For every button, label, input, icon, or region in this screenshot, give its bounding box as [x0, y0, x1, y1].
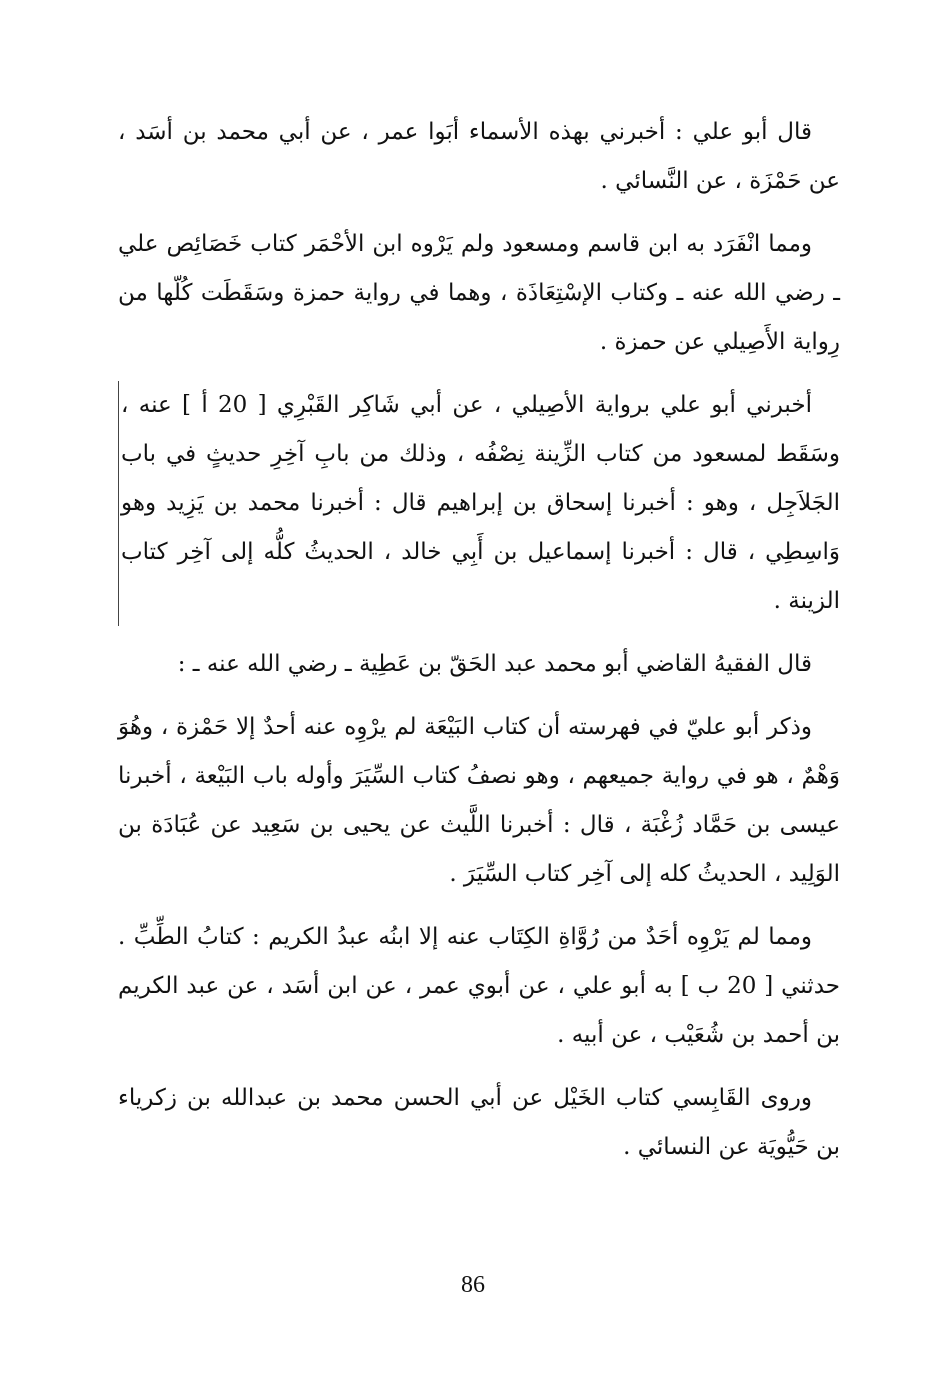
- paragraph-2: ومما انْفَرَد به ابن قاسم ومسعود ولم يَرْوه ابن الأحْمَر كتاب خَصَائِص علي ـ رضي الله عنه ـ وكتاب الإسْتِعَاذَة ، وهما في رواية حمزة وسَقَطَت كُلّها من رِواية الأَصِيلي عن حمزة .: [118, 231, 840, 355]
- paragraph-3: أخبرني أبو علي برواية الأصِيلي ، عن أبي شَاكِر القَبْرِي [ 20 أ ] عنه ، وسَقَط لمسعود من كتاب الزِّينة نِصْفُه ، وذلك من بابِ آخِرِ حديثٍ في باب الجَلاَجِل ، وهو : أخبرنا إسحاق بن إبراهيم قال : أخبرنا محمد بن يَزِيد وهو وَاسِطِي ، قال : أخبرنا إسماعيل بن أَبِي خالد ، الحديثُ كلُّه إلى آخِر كتاب الزينة .: [118, 381, 840, 626]
- paragraph-6: ومما لم يَرْوِه أحَدٌ من رُوَّاةِ الكِتَاب عنه إلا ابنُه عبدُ الكريم : كتابُ الطِّبِّ . حدثني [ 20 ب ] به أبو علي ، عن أبوي عمر ، عن ابن أسَد ، عن عبد الكريم بن أحمد بن شُعَيْب ، عن أبيه .: [118, 924, 840, 1048]
- paragraph-5: وذكر أبو عليّ في فهرسته أن كتاب البَيْعَة لم يرْوِه عنه أحدٌ إلا حَمْزة ، وهُوَ وَهْمٌ ، هو في رواية جميعهم ، وهو نصفُ كتاب السِّيَرَ وأوله باب البَيْعة ، أخبرنا عيسى بن حَمَّاد زُغْبَة ، قال : أخبرنا اللَّيث عن يحيى بن سَعِيد عن عُبَادَة بن الوَلِيد ، الحديثُ كله إلى آخِر كتاب السِّيَرَ .: [118, 714, 840, 887]
- page-text: [118, 108, 840, 1186]
- paragraph-4: قال الفقيهُ القاضي أبو محمد عبد الحَقّ بن عَطِية ـ رضي الله عنه ـ :: [177, 651, 812, 677]
- paragraph-1: قال أبو علي : أخبرني بهذه الأسماء أبَوا عمر ، عن أبي محمد بن أسَد ، عن حَمْزَة ، عن النَّسائي .: [118, 119, 840, 194]
- paragraph-7: وروى القَابِسي كتاب الخَيْل عن أبي الحسن محمد بن عبدالله بن زكرياء بن حَيُّويَة عن النسائي .: [118, 1085, 840, 1160]
- page-number: 86: [461, 1272, 485, 1298]
